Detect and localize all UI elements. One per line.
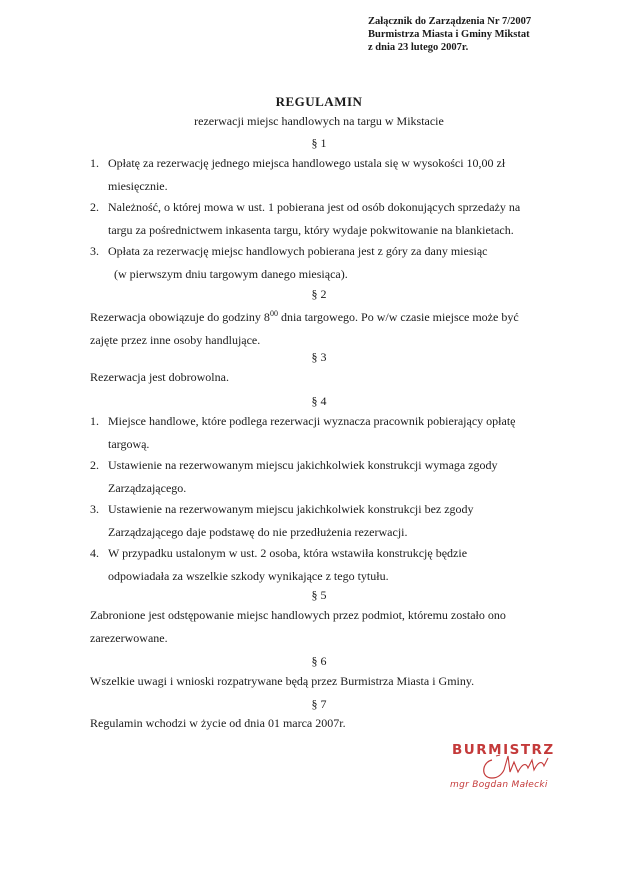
sec5-line-1: Zabronione jest odstępowanie miejsc handlowych przez podmiot, któremu zostało ono [90,608,506,622]
item-number: 4. [90,546,99,560]
handwritten-signature [478,750,568,784]
section-heading-3: § 3 [311,350,327,364]
attachment-header-line-2: Burmistrza Miasta i Gminy Mikstat [368,29,530,40]
sec2-line-2: zajęte przez inne osoby handlujące. [90,333,261,347]
item-line: Opłata za rezerwację miejsc handlowych pobierana jest z góry za dany miesiąc [108,244,488,258]
mayor-stamp [420,738,580,798]
document-title: REGULAMIN [275,94,363,109]
item-line: Opłatę za rezerwację jednego miejsca handlowego ustala się w wysokości 10,00 zł [108,156,506,170]
item-number: 2. [90,458,99,472]
item-line: Zarządzającego. [108,481,187,495]
hour-superscript: 00 [269,309,278,318]
item-line: Ustawienie na rezerwowanym miejscu jakichkolwiek konstrukcji wymaga zgody [108,458,498,472]
section-heading-6: § 6 [311,654,327,668]
item-text [108,152,558,198]
item-text [108,542,558,588]
sec2-paragraph [90,302,560,352]
sec3-paragraph: Rezerwacja jest dobrowolna. [90,370,229,384]
item-line: Należność, o której mowa w ust. 1 pobierana jest od osób dokonujących sprzedaży na [108,200,521,214]
item-text [108,240,558,286]
item-line: targu za pośrednictwem inkasenta targu, który wydaje pokwitowanie na blankietach. [108,223,514,237]
sec2-text-a: Rezerwacja obowiązuje do godziny 8 [90,310,270,324]
attachment-header-line-1: Załącznik do Zarządzenia Nr 7/2007 [368,16,532,27]
sec5-paragraph [90,604,560,650]
item-line: W przypadku ustalonym w ust. 2 osoba, która wstawiła konstrukcję będzie [108,546,468,560]
section-heading-4: § 4 [311,394,327,408]
item-number: 2. [90,200,99,214]
stamp-title: BURMISTRZ [452,742,555,758]
item-text [108,196,558,242]
item-line: miesięcznie. [108,179,168,193]
item-text [108,498,558,544]
sec5-line-2: zarezerwowane. [90,631,168,645]
section-heading-7: § 7 [311,697,327,711]
section-heading-2: § 2 [311,287,327,301]
item-text [108,410,558,456]
section-heading-1: § 1 [311,136,327,150]
item-number: 3. [90,244,99,258]
item-line: Zarządzającego daje podstawę do nie przedłużenia rezerwacji. [108,525,408,539]
sec2-text-b: dnia targowego. Po w/w czasie miejsce może być [277,310,519,324]
document-subtitle: rezerwacji miejsc handlowych na targu w Mikstacie [194,114,444,128]
item-number: 1. [90,414,99,428]
item-line: targową. [108,437,150,451]
sec6-paragraph: Wszelkie uwagi i wnioski rozpatrywane będą przez Burmistrza Miasta i Gminy. [90,674,475,688]
attachment-header [368,15,531,54]
sec7-paragraph: Regulamin wchodzi w życie od dnia 01 marca 2007r. [90,716,346,730]
sec2-line-1 [90,302,560,329]
item-line: (w pierwszym dniu targowym danego miesiąca). [114,267,348,281]
item-line: Ustawienie na rezerwowanym miejscu jakichkolwiek konstrukcji bez zgody [108,502,474,516]
item-number: 1. [90,156,99,170]
section-heading-5: § 5 [311,588,327,602]
item-line: Miejsce handlowe, które podlega rezerwacji wyznacza pracownik pobierający opłatę [108,414,516,428]
attachment-header-line-3: z dnia 23 lutego 2007r. [368,42,469,53]
item-line: odpowiadała za wszelkie szkody wynikające z tego tytułu. [108,569,389,583]
stamp-name: mgr Bogdan Małecki [450,780,548,790]
item-number: 3. [90,502,99,516]
item-text [108,454,558,500]
